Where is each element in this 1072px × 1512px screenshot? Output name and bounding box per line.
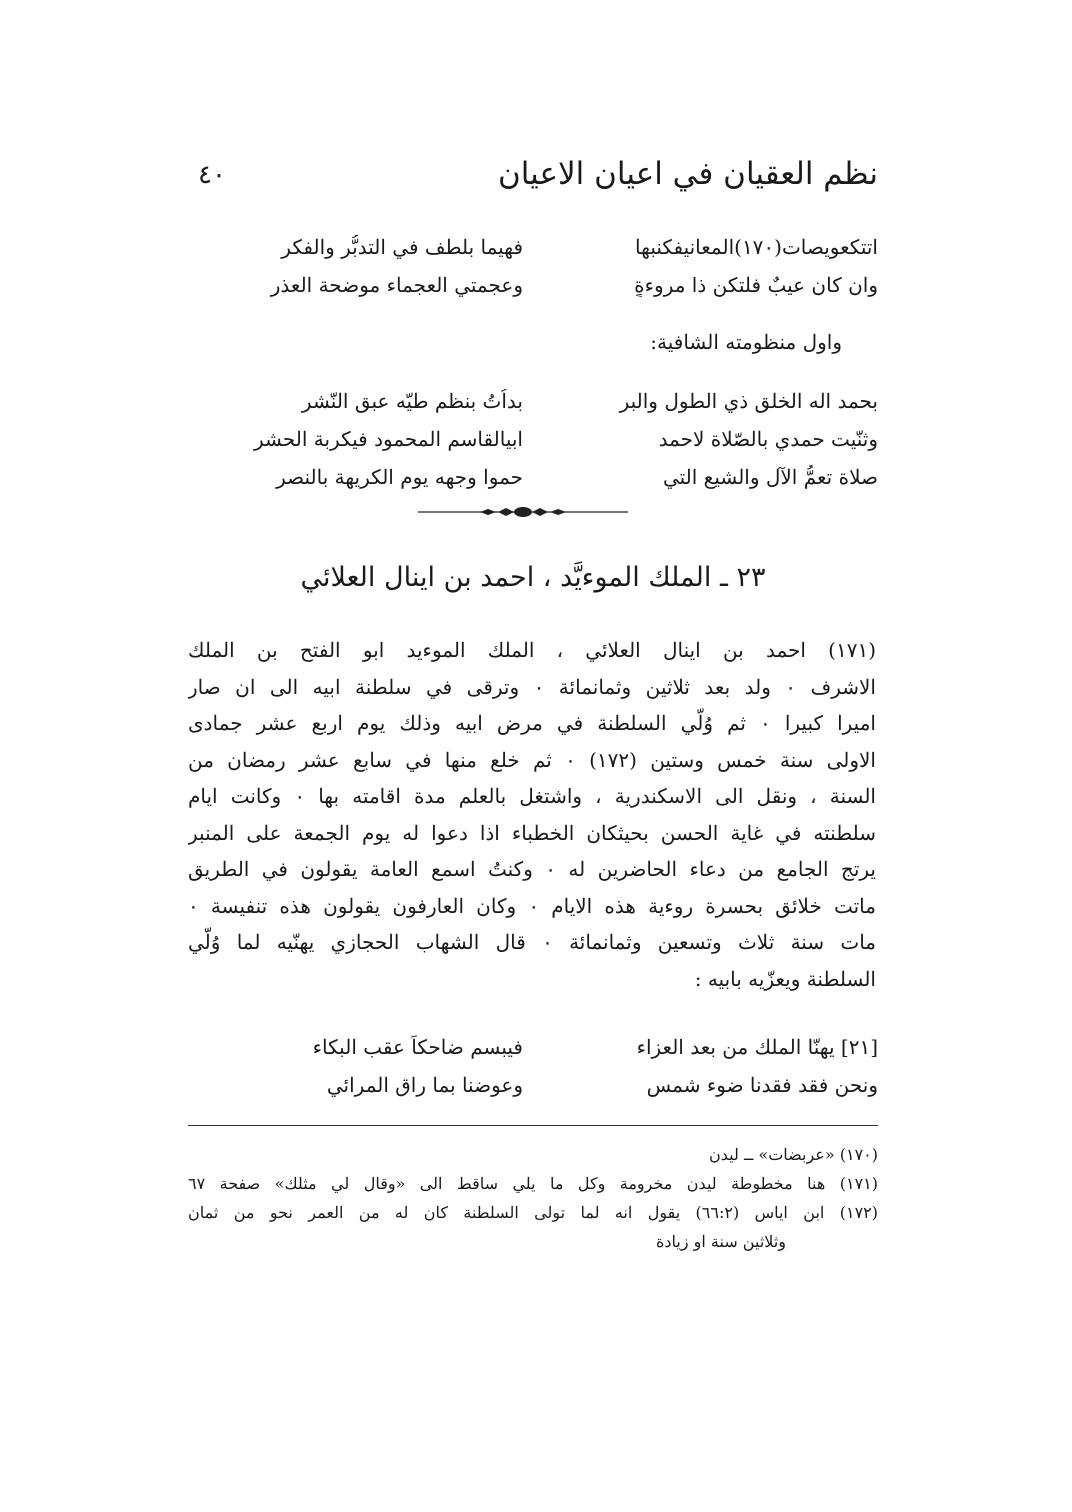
paragraph-line: سلطنته في غاية الحسن بحيثكان الخطباء اذا دعوا له يوم الجمعة على المنبر [188, 820, 876, 845]
paragraph-line: يرتج الجامع من دعاء الحاضرين له ٠ وكنتُ اسمع العامة يقولون في الطريق [188, 857, 876, 881]
verse-first-hemistich: بحمد اله الخلق ذي الطول والبر [619, 389, 878, 413]
ornament-divider [418, 504, 628, 520]
verse-row [188, 420, 878, 458]
verse-block-bottom [188, 1028, 878, 1104]
verse-row [188, 458, 878, 496]
paragraph-line: (١٧١) احمد بن اينال العلائي ، الملك الموءيد ابو الفتح بن الملك [188, 638, 876, 662]
verse-first-hemistich: اتتكعويصات(١٧٠)المعانيفكنبها [635, 235, 878, 259]
verse-second-hemistich: فهيما بلطف في التدبُّر والفكر [281, 235, 523, 259]
verse-second-hemistich: ابيالقاسم المحمود فيكربة الحشر [253, 427, 523, 451]
footnote-continuation: وثلاثين سنة او زيادة [656, 1232, 786, 1251]
verse-first-hemistich: صلاة تعمُّ الآل والشيع التي [662, 465, 878, 489]
verse-row [188, 266, 878, 304]
footnotes [188, 1140, 878, 1256]
verse-block-top [188, 228, 878, 304]
verse-second-hemistich: وعجمتي العجماء موضحة العذرِ [270, 273, 523, 297]
footnote-divider [188, 1125, 878, 1126]
verse-row [188, 382, 878, 420]
verse-block-middle [188, 382, 878, 496]
verse-intro: واول منظومته الشافية: [650, 330, 842, 354]
verse-second-hemistich: بداُتُ بنظم طيّه عبق النّشرِ [301, 389, 523, 413]
verse-first-hemistich: [٢١] يهنّا الملك من بعد العزاء [636, 1035, 878, 1059]
paragraph-line: مات سنة ثلاث وتسعين وثمانمائة ٠ قال الشهاب الحجازي يهنّيه لما وُلّي [188, 930, 876, 954]
footnote: (١٧٢) ابن اياس (٦٦:٢) يقول انه لما تولى السلطنة كان له من العمر نحو من ثمان [188, 1203, 878, 1222]
paragraph-line: السلطنة ويعزّيه بابيه : [694, 966, 876, 991]
footnote: (١٧٠) «عربضات» ــ ليدن [709, 1145, 878, 1164]
section-heading: ٢٣ ـ الملك الموءيَّد ، احمد بن اينال العلائي [300, 562, 766, 593]
verse-first-hemistich: وثنّيت حمدي بالصّلاة لاحمد [658, 427, 878, 451]
running-title: نظم العقيان في اعيان الاعيان [497, 156, 878, 192]
verse-first-hemistich: ونحن فقد فقدنا ضوء شمسٍ [646, 1073, 878, 1097]
verse-row [188, 1028, 878, 1066]
biography-paragraph [188, 632, 876, 997]
verse-second-hemistich: حموا وجهه يوم الكريهة بالنصر [276, 465, 523, 489]
paragraph-line: الاشرف ٠ ولد بعد ثلاثين وثمانمائة ٠ وترقى في سلطنة ابيه الى ان صار [188, 674, 876, 699]
verse-second-hemistich: فيبسم ضاحكاً عقب البكاء [312, 1035, 523, 1059]
verse-row [188, 1066, 878, 1104]
verse-second-hemistich: وعوضنا بما راق المرائي [326, 1073, 523, 1097]
paragraph-line: اميرا كبيرا ٠ ثم وُلّي السلطنة في مرض ابيه وذلك يوم اربع عشر جمادى [188, 711, 876, 735]
paragraph-line: السنة ، ونقل الى الاسكندرية ، واشتغل بالعلم مدة اقامته بها ٠ وكانت ايام [188, 784, 876, 808]
page-header [188, 150, 878, 210]
verse-row [188, 228, 878, 266]
paragraph-line: الاولى سنة خمس وستين (١٧٢) ٠ ثم خلع منها في سابع عشر رمضان من [188, 747, 876, 772]
footnote: (١٧١) هنا مخطوطة ليدن مخرومة وكل ما يلي ساقط الى «وقال لي مثلك» صفحة ٦٧ [188, 1174, 878, 1193]
paragraph-line: ماتت خلائق بحسرة روءية هذه الايام ٠ وكان العارفون يقولون هذه تنفيسة ٠ [188, 893, 876, 918]
verse-first-hemistich: وان كان عيبٌ فلتكن ذا مروءةٍ [634, 273, 878, 297]
page-number: ٤٠ [198, 160, 226, 190]
